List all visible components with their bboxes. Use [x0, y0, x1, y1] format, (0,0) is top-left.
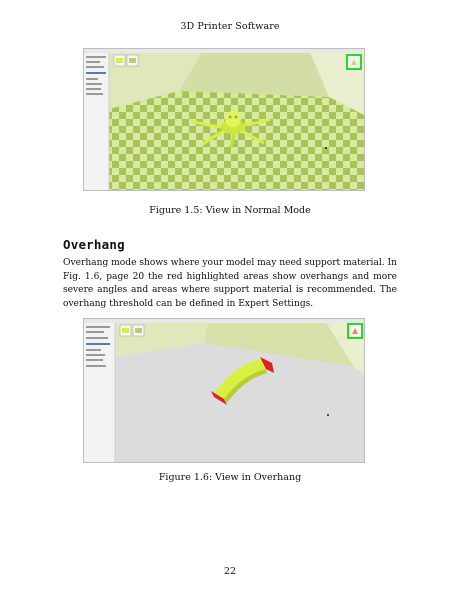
section-heading: Overhang: [63, 237, 125, 252]
print-icon[interactable]: [133, 325, 144, 336]
load-icon[interactable]: [120, 325, 131, 336]
view-mode-icon[interactable]: [347, 55, 361, 69]
print-icon[interactable]: [127, 55, 138, 66]
figure-caption: Figure 1.6: View in Overhang: [158, 472, 302, 483]
load-icon[interactable]: [114, 55, 125, 66]
body-paragraph: Overhang mode shows where your model may need support material. In Fig. 1.6, page 20 the red highlighted areas show overhangs and more severe angles and areas where support material is recommended. The overhang threshold can be defined in Expert Settings.: [63, 258, 397, 309]
settings-sidebar: [84, 319, 115, 462]
settings-sidebar: [84, 49, 109, 190]
view-mode-icon[interactable]: [348, 324, 362, 338]
menu-bar: [84, 49, 364, 53]
normal-mode-viewport: [84, 49, 364, 190]
overhang-viewport: [84, 319, 364, 462]
menu-bar: [84, 319, 364, 323]
figure-overhang-screenshot: [83, 318, 365, 463]
figure-caption: Figure 1.5: View in Normal Mode: [149, 205, 311, 216]
page-number: 22: [223, 566, 237, 577]
running-header: 3D Printer Software: [180, 21, 280, 32]
figure-normal-mode-screenshot: [83, 48, 365, 191]
